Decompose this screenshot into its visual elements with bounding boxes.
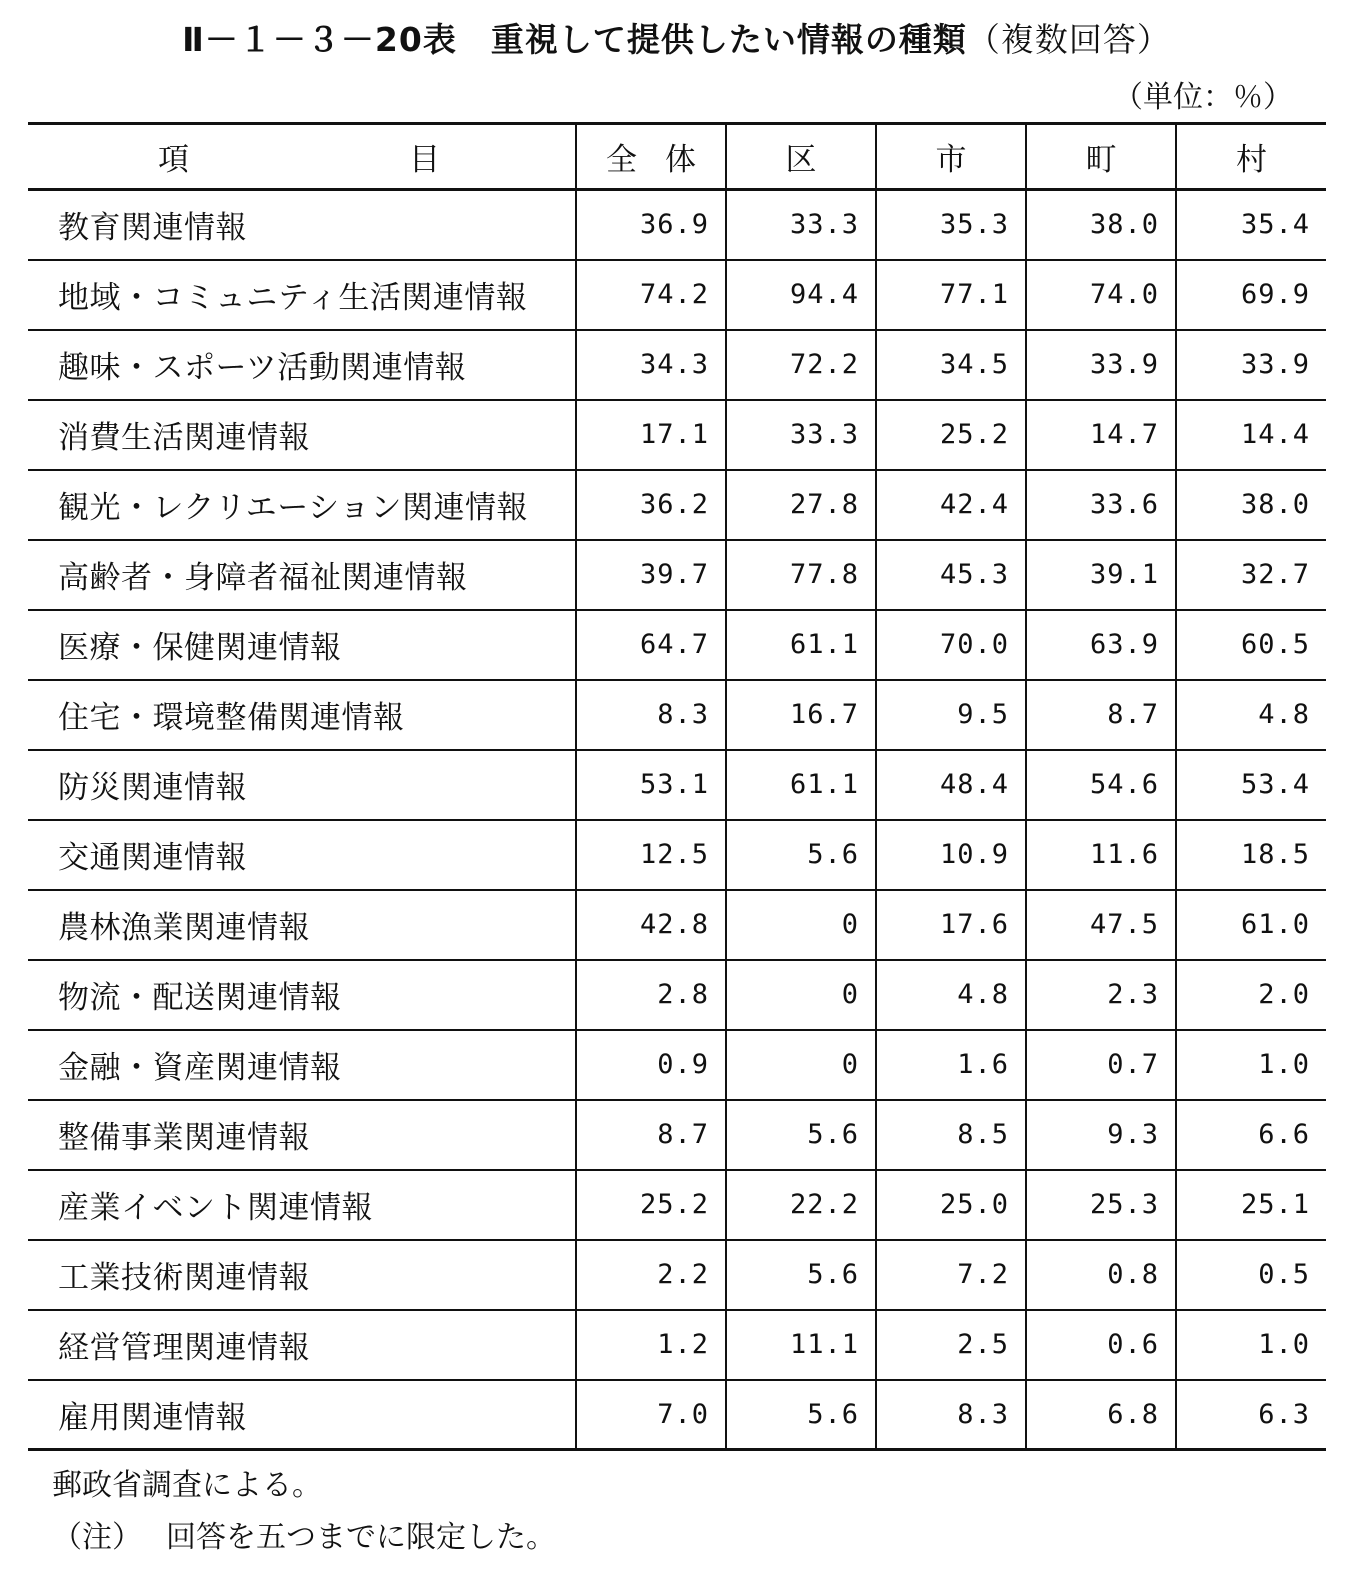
row-value-cell: 6.3 [1176, 1380, 1326, 1450]
row-value-cell: 53.4 [1176, 750, 1326, 820]
row-value-cell: 8.7 [576, 1100, 726, 1170]
row-value-cell: 77.8 [726, 540, 876, 610]
row-value-cell: 33.6 [1026, 470, 1176, 540]
table-row [28, 680, 1326, 750]
row-value-cell: 0.8 [1026, 1240, 1176, 1310]
row-value-cell: 74.0 [1026, 260, 1176, 330]
row-value-cell: 5.6 [726, 1380, 876, 1450]
source-note: 郵政省調査による。 [52, 1468, 322, 1503]
row-value-cell: 0.6 [1026, 1310, 1176, 1380]
table-title-main: Ⅱ－１－３－20表 重視して提供したい情報の種類 [182, 20, 967, 59]
row-value-cell: 0 [726, 960, 876, 1030]
row-value-cell: 64.7 [576, 610, 726, 680]
table-title-paren: （複数回答） [966, 20, 1171, 59]
row-value-cell: 45.3 [876, 540, 1026, 610]
row-value-cell: 33.3 [726, 400, 876, 470]
row-value-cell: 39.1 [1026, 540, 1176, 610]
table-row [28, 820, 1326, 890]
row-value-cell: 17.6 [876, 890, 1026, 960]
row-value-cell: 72.2 [726, 330, 876, 400]
row-value-cell: 27.8 [726, 470, 876, 540]
header-column [1176, 124, 1326, 190]
row-value-cell: 32.7 [1176, 540, 1326, 610]
row-value-cell: 1.0 [1176, 1030, 1326, 1100]
header-row [28, 124, 1326, 190]
header-column-label: 村 [1236, 142, 1267, 178]
row-value-cell: 11.1 [726, 1310, 876, 1380]
row-value-cell: 48.4 [876, 750, 1026, 820]
table-row [28, 1170, 1326, 1240]
row-value-cell: 6.8 [1026, 1380, 1176, 1450]
row-item-label: 観光・レクリエーション関連情報 [28, 470, 576, 540]
row-value-cell: 36.2 [576, 470, 726, 540]
row-value-cell: 70.0 [876, 610, 1026, 680]
header-column-label: 市 [935, 142, 967, 178]
table-row [28, 540, 1326, 610]
row-value-cell: 2.8 [576, 960, 726, 1030]
row-value-cell: 0.9 [576, 1030, 726, 1100]
table-row [28, 610, 1326, 680]
row-value-cell: 35.4 [1176, 190, 1326, 260]
row-value-cell: 18.5 [1176, 820, 1326, 890]
row-value-cell: 10.9 [876, 820, 1026, 890]
row-value-cell: 63.9 [1026, 610, 1176, 680]
header-column [576, 124, 726, 190]
row-value-cell: 42.4 [876, 470, 1026, 540]
row-item-label: 住宅・環境整備関連情報 [28, 680, 576, 750]
row-value-cell: 9.3 [1026, 1100, 1176, 1170]
row-value-cell: 22.2 [726, 1170, 876, 1240]
row-value-cell: 8.7 [1026, 680, 1176, 750]
table-row [28, 400, 1326, 470]
row-value-cell: 69.9 [1176, 260, 1326, 330]
row-value-cell: 9.5 [876, 680, 1026, 750]
table-row [28, 960, 1326, 1030]
row-item-label: 医療・保健関連情報 [28, 610, 576, 680]
row-value-cell: 25.2 [576, 1170, 726, 1240]
row-value-cell: 4.8 [876, 960, 1026, 1030]
header-column-label: 町 [1085, 142, 1117, 178]
row-value-cell: 34.3 [576, 330, 726, 400]
table-row [28, 330, 1326, 400]
row-item-label: 教育関連情報 [28, 190, 576, 260]
row-value-cell: 5.6 [726, 820, 876, 890]
table-row [28, 1030, 1326, 1100]
row-value-cell: 8.3 [576, 680, 726, 750]
row-value-cell: 5.6 [726, 1100, 876, 1170]
header-item-left: 項 [158, 142, 189, 178]
header-column-label: 全体 [606, 142, 724, 178]
row-value-cell: 25.3 [1026, 1170, 1176, 1240]
row-value-cell: 2.0 [1176, 960, 1326, 1030]
row-item-label: 経営管理関連情報 [28, 1310, 576, 1380]
row-value-cell: 2.2 [576, 1240, 726, 1310]
row-value-cell: 0 [726, 890, 876, 960]
table-row [28, 1100, 1326, 1170]
row-value-cell: 0.7 [1026, 1030, 1176, 1100]
header-column-label: 区 [785, 142, 817, 178]
table-title [0, 14, 1353, 61]
table-body [28, 190, 1326, 1450]
row-value-cell: 33.3 [726, 190, 876, 260]
row-item-label: 雇用関連情報 [28, 1380, 576, 1450]
unit-label: （単位：％） [1113, 80, 1293, 115]
row-value-cell: 7.2 [876, 1240, 1026, 1310]
row-item-label: 防災関連情報 [28, 750, 576, 820]
header-column [876, 124, 1026, 190]
row-item-label: 農林漁業関連情報 [28, 890, 576, 960]
data-table [28, 122, 1326, 1451]
row-value-cell: 2.3 [1026, 960, 1176, 1030]
row-item-label: 高齢者・身障者福祉関連情報 [28, 540, 576, 610]
table-row [28, 750, 1326, 820]
header-column [1026, 124, 1176, 190]
table-header [28, 124, 1326, 190]
row-value-cell: 0 [726, 1030, 876, 1100]
row-value-cell: 6.6 [1176, 1100, 1326, 1170]
row-item-label: 金融・資産関連情報 [28, 1030, 576, 1100]
row-value-cell: 36.9 [576, 190, 726, 260]
row-item-label: 趣味・スポーツ活動関連情報 [28, 330, 576, 400]
table-row [28, 1380, 1326, 1450]
row-value-cell: 61.0 [1176, 890, 1326, 960]
row-value-cell: 39.7 [576, 540, 726, 610]
row-value-cell: 74.2 [576, 260, 726, 330]
row-value-cell: 4.8 [1176, 680, 1326, 750]
row-value-cell: 35.3 [876, 190, 1026, 260]
row-value-cell: 33.9 [1026, 330, 1176, 400]
row-value-cell: 12.5 [576, 820, 726, 890]
row-value-cell: 61.1 [726, 750, 876, 820]
notes [52, 1460, 556, 1564]
row-value-cell: 17.1 [576, 400, 726, 470]
header-column [726, 124, 876, 190]
row-value-cell: 5.6 [726, 1240, 876, 1310]
row-value-cell: 77.1 [876, 260, 1026, 330]
footnote [52, 1512, 556, 1564]
table-row [28, 1310, 1326, 1380]
table-row [28, 260, 1326, 330]
row-value-cell: 61.1 [726, 610, 876, 680]
row-item-label: 産業イベント関連情報 [28, 1170, 576, 1240]
row-item-label: 地域・コミュニティ生活関連情報 [28, 260, 576, 330]
table-row [28, 890, 1326, 960]
row-value-cell: 8.5 [876, 1100, 1026, 1170]
row-value-cell: 38.0 [1026, 190, 1176, 260]
row-value-cell: 16.7 [726, 680, 876, 750]
row-value-cell: 14.7 [1026, 400, 1176, 470]
footnote-text: 回答を五つまでに限定した。 [166, 1520, 556, 1555]
header-item [28, 124, 576, 190]
row-value-cell: 1.0 [1176, 1310, 1326, 1380]
row-value-cell: 53.1 [576, 750, 726, 820]
row-value-cell: 1.6 [876, 1030, 1026, 1100]
row-value-cell: 33.9 [1176, 330, 1326, 400]
row-value-cell: 8.3 [876, 1380, 1026, 1450]
row-value-cell: 2.5 [876, 1310, 1026, 1380]
row-value-cell: 14.4 [1176, 400, 1326, 470]
row-value-cell: 25.2 [876, 400, 1026, 470]
row-value-cell: 0.5 [1176, 1240, 1326, 1310]
row-item-label: 物流・配送関連情報 [28, 960, 576, 1030]
row-item-label: 整備事業関連情報 [28, 1100, 576, 1170]
row-item-label: 工業技術関連情報 [28, 1240, 576, 1310]
row-value-cell: 34.5 [876, 330, 1026, 400]
row-item-label: 消費生活関連情報 [28, 400, 576, 470]
row-value-cell: 47.5 [1026, 890, 1176, 960]
row-item-label: 交通関連情報 [28, 820, 576, 890]
row-value-cell: 1.2 [576, 1310, 726, 1380]
row-value-cell: 25.0 [876, 1170, 1026, 1240]
header-item-right: 目 [409, 142, 440, 178]
row-value-cell: 42.8 [576, 890, 726, 960]
row-value-cell: 94.4 [726, 260, 876, 330]
row-value-cell: 11.6 [1026, 820, 1176, 890]
row-value-cell: 60.5 [1176, 610, 1326, 680]
row-value-cell: 38.0 [1176, 470, 1326, 540]
footnote-label: （注） [52, 1520, 142, 1555]
row-value-cell: 25.1 [1176, 1170, 1326, 1240]
row-value-cell: 54.6 [1026, 750, 1176, 820]
table-row [28, 470, 1326, 540]
table-row [28, 1240, 1326, 1310]
row-value-cell: 7.0 [576, 1380, 726, 1450]
table-row [28, 190, 1326, 260]
